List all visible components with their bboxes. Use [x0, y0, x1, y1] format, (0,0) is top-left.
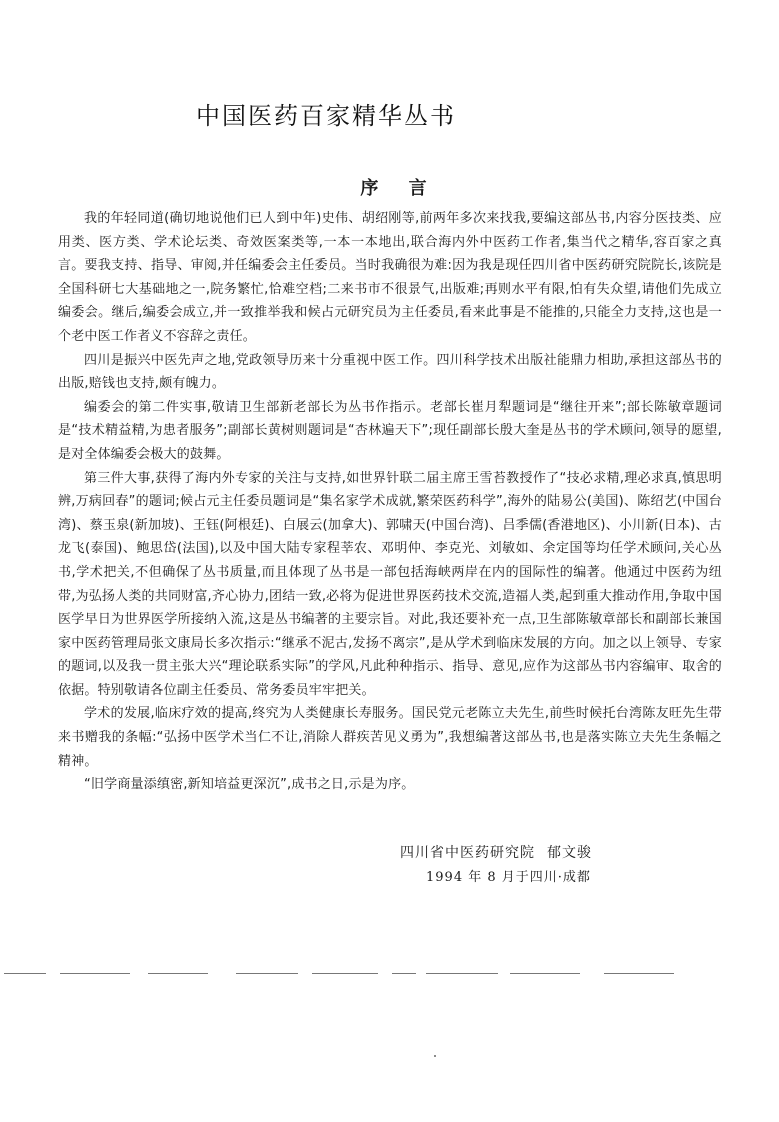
series-title: 中国医药百家精华丛书 [196, 102, 456, 130]
paragraph: 编委会的第二件实事,敬请卫生部新老部长为丛书作指示。老部长崔月犁题词是“继往开来”;部长陈敏章题词是“技术精益精,为患者服务”;副部长黄树则题词是“杏林遍天下”;现任副部长殷大奎是丛书的学术顾问,领导的愿望,是对全体编委会极大的鼓舞。 [58, 399, 722, 462]
paragraph: 我的年轻同道(确切地说他们已人到中年)史伟、胡绍刚等,前两年多次来找我,要编这部丛书,内容分医技类、应用类、医方类、学术论坛类、奇效医案类等,一本一本地出,联合海内外中医药工作者,集当代之精华,容百家之真言。要我支持、指导、审阅,并任编委会主任委员。当时我确很为难:因为我是现任四川省中医药研究院院长,该院是全国科研七大基础地之一,院务繁忙,恰难空档;二来书市不很景气,出版难;再则水平有限,怕有失众望,请他们先成立编委会。继后,编委会成立,并一致推举我和候占元研究员为主任委员,看来此事是不能推的,只能全力支持,这也是一个老中医工作者义不容辞之责任。 [58, 211, 722, 344]
signature-institute: 四川省中医药研究院 [400, 845, 535, 861]
paragraph: 四川是振兴中医先声之地,党政领导历来十分重视中医工作。四川科学技术出版社能鼎力相助,承担这部丛书的出版,赔钱也支持,颇有魄力。 [58, 352, 722, 392]
scan-artifact-line [604, 973, 674, 974]
scan-artifact-line [392, 973, 416, 974]
signature-author: 郁文骏 [547, 845, 592, 861]
scan-artifact-line [510, 973, 580, 974]
preface-body [58, 207, 722, 797]
scan-artifact-line [312, 973, 378, 974]
scan-artifact-line [236, 973, 298, 974]
scan-artifact-dot [434, 1055, 436, 1057]
paragraph: 学术的发展,临床疗效的提高,终究为人类健康长寿服务。国民党元老陈立夫先生,前些时候托台湾陈友旺先生带来书赠我的条幅:“弘扬中医学术当仁不让,消除人群疾苦见义勇为”,我想编著这部丛书,也是落实陈立夫先生条幅之精神。 [58, 706, 722, 769]
scan-artifact-line [148, 973, 208, 974]
scan-artifact-line [60, 973, 130, 974]
signature [400, 842, 592, 862]
preface-title: 序 言 [360, 178, 439, 199]
paragraph: 第三件大事,获得了海内外专家的关注与支持,如世界针联二届主席王雪苔教授作了“技必求精,理必求真,慎思明辨,万病回春”的题词;候占元主任委员题词是“集名家学术成就,繁荣医药科学”,海外的陆易公(美国)、陈绍艺(中国台湾)、蔡玉泉(新加坡)、王钰(阿根廷)、白展云(加拿大)、郭啸天(中国台湾)、吕季儒(香港地区)、小川新(日本)、古龙飞(泰国)、鲍思岱(法国),以及中国大陆专家程莘农、邓明仲、李克光、刘敏如、余定国等均任学术顾问,关心丛书,学术把关,不但确保了丛书质量,而且体现了丛书是一部包括海峡两岸在内的国际性的编著。他通过中医药为纽带,为弘扬人类的共同财富,齐心协力,团结一致,必将为促进世界医药技术交流,造福人类,起到重大推动作用,争取中国医学早日为世界医学所接纳入流,这是丛书编著的主要宗旨。对此,我还要补充一点,卫生部陈敏章部长和副部长兼国家中医药管理局张文康局长多次指示:“继承不泥古,发扬不离宗”,是从学术到临床发展的方向。加之以上领导、专家的题词,以及我一贯主张大兴“理论联系实际”的学风,凡此种种指示、指导、意见,应作为这部丛书内容编审、取舍的依据。特别敬请各位副主任委员、常务委员牢牢把关。 [58, 470, 722, 698]
scan-artifact-line [4, 973, 46, 974]
paragraph: “旧学商量添缜密,新知培益更深沉”,成书之日,示是为序。 [84, 777, 415, 793]
scan-artifact-line [426, 973, 498, 974]
signature-date: 1994 年 8 月于四川·成都 [426, 870, 591, 885]
